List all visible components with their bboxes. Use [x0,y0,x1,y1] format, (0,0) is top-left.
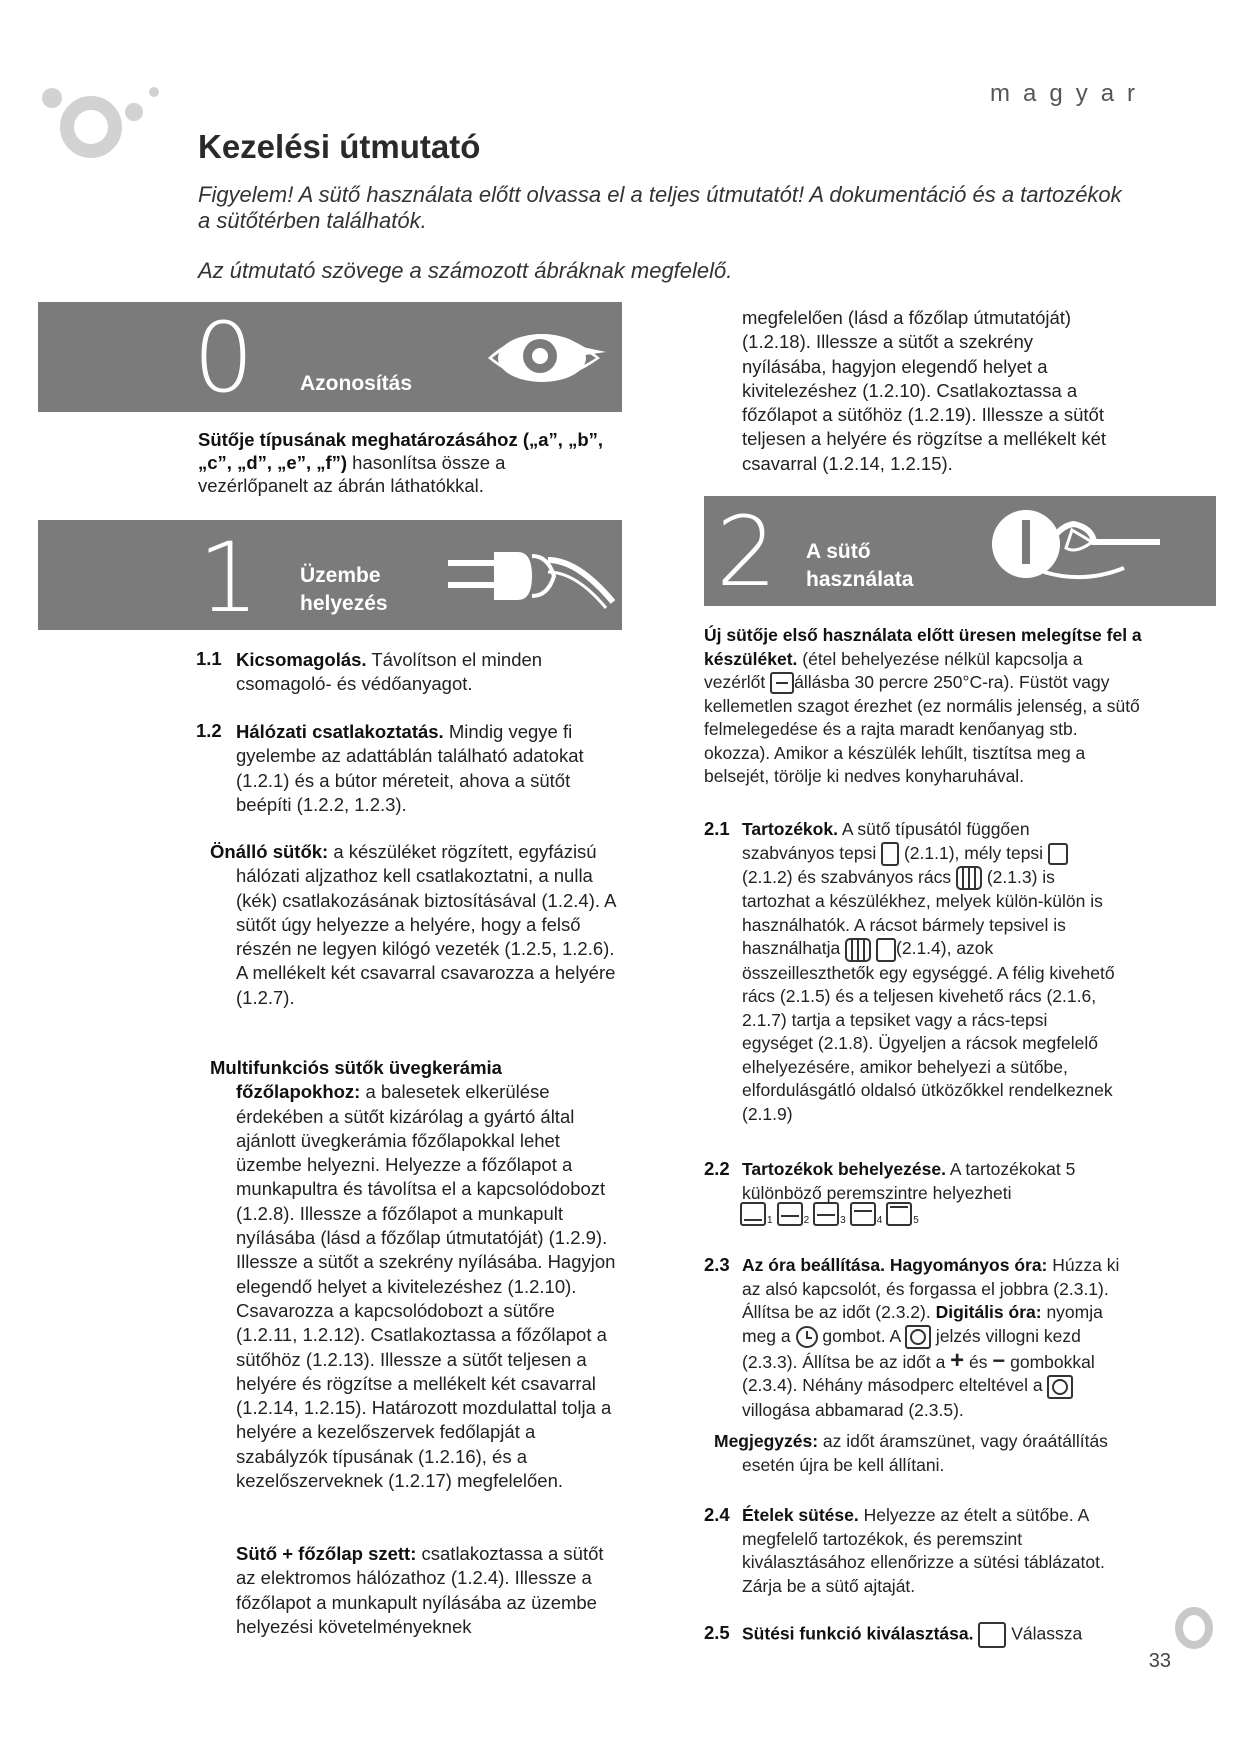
shelf-level-1 [740,1202,773,1226]
language-label: magyar [990,80,1149,107]
shelf-level-5-label: 5 [913,1215,919,1226]
plus-icon: + [950,1346,965,1374]
item-2-3-t5: és [964,1351,993,1372]
section-2-title-line1: A sütő [806,540,871,563]
standalone-ovens-text [210,840,620,1010]
oven-hob-set-body: csatlakoztassa a sütőt az elektromos hálózathoz (1.2.4). Illessze a főzőlapot a munkapult nyílásába az üzembe helyezési követelményeknek [236,1543,604,1637]
item-2-2-number: 2.2 [704,1158,730,1179]
item-2-1-t4: (2.1.3) is tartozhat a készülékhez, melyek külön-külön is használhatók. A rácsot bármely tepsivel is használhatja [742,866,1103,959]
section-1-number: 1 [198,522,260,634]
section-2-number: 2 [716,496,778,608]
oven-hob-set-text [236,1542,620,1639]
first-use-part-a: (étel behelyezése nélkül kapcsolja a vezérlőt [704,648,1083,692]
plug-icon [448,538,618,614]
brand-logo [36,72,166,187]
item-1-1-head: Kicsomagolás. [236,649,367,670]
section-2-title [806,538,913,594]
section-0-text-rest: hasonlítsa össze a vezérlőpanelt az ábrán láthatókkal. [198,452,506,496]
item-2-5-number: 2.5 [704,1622,730,1643]
section-1-title-line1: Üzembe [300,564,381,587]
eye-icon [478,316,613,396]
item-1-1-number: 1.1 [196,648,222,669]
item-2-4-number: 2.4 [704,1504,730,1525]
item-2-1-t2: (2.1.1), mély tepsi [903,842,1048,863]
intro-note: Az útmutató szövege a számozott ábráknak megfelelő. [198,258,733,283]
section-0-title: Azonosítás [300,372,413,395]
oven-hob-set-head: Sütő + főzőlap szett: [236,1543,417,1564]
section-0-banner [38,302,622,412]
page-corner-ring-icon [1174,1606,1214,1650]
item-2-3-number: 2.3 [704,1254,730,1275]
shelf-level-3 [813,1202,846,1226]
shelf-level-4 [850,1202,883,1226]
item-1-2-body: Mindig vegye fi gyelembe az adattáblán található adatokat (1.2.1) és a bútor méreteit, ahova a sütőt beépíti (1.2.2, 1.2.3). [236,721,584,815]
item-2-3-head2: Digitális óra: [935,1302,1042,1322]
item-2-1-t1: A sütő típusától függően szabványos tepsi [742,819,1030,863]
shelf-level-1-icon [740,1202,766,1226]
section-0-text [198,428,618,497]
page-number: 33 [1148,1650,1171,1672]
item-2-2-head: Tartozékok behelyezése. [742,1159,946,1179]
item-2-3-t1: Húzza ki az alsó kapcsolót, és forgassa el jobbra (2.3.1). Állítsa be az időt (2.3.2). [742,1255,1120,1322]
item-1-2-number: 1.2 [196,720,222,741]
shelf-levels [740,1202,919,1226]
item-2-1-head: Tartozékok. [742,819,838,839]
minus-icon: − [992,1347,1006,1373]
clock-indicator-icon [905,1325,931,1349]
item-2-3-t3: gombot. A [817,1325,906,1346]
right-column-continuation: megfelelően (lásd a főzőlap útmutatóját) (1.2.18). Illessze a sütőt a szekrény nyílásába, hagyjon elegendő helyet a kivitelezéshez (1.2.10). Csatlakoztassa a főzőlapot a sütőhöz (1.2.19). Illessze a sütőt teljesen a helyére és rögzítse a mellékelt két csavarral (1.2.14, 1.2.15). [742,307,1107,474]
grid-rack-icon [956,866,982,890]
section-1-title-line2: helyezés [300,592,388,615]
item-2-3-note [714,1430,1114,1477]
item-2-5-text [742,1622,1122,1648]
item-2-3-t4: jelzés villogni kezd (2.3.3). Állítsa be az időt a [742,1325,1081,1372]
section-0-text-bold: Sütője típusának meghatározásához („a”, „b”, „c”, „d”, „e”, „f”) [198,429,604,473]
item-2-2-text [742,1158,1122,1205]
item-1-2-text [236,720,616,817]
item-1-2-head: Hálózati csatlakoztatás. [236,721,444,742]
shelf-level-5 [886,1202,919,1226]
shelf-level-4-label: 4 [876,1215,883,1226]
first-use-part-b: állásba 30 percre 250°C-ra). Füstöt vagy kellemetlen szagot érezhet (ez normális jelenség, a sütő felmelegedése és a rajta maradt kenőanyag stb. okozza). Amikor a készülék lehűlt, tisztítsa meg a belsejét, törölje ki nedves konyharuhával. [704,672,1140,786]
shelf-level-4-icon [850,1202,876,1226]
first-use-text [704,624,1144,789]
shelf-level-3-label: 3 [840,1215,846,1226]
item-2-1-number: 2.1 [704,818,730,839]
function-knob-icon [770,672,794,694]
item-1-1-body: Távolítson el minden csomagoló- és védőanyagot. [236,649,543,695]
item-2-1-t5: (2.1.4), azok összeilleszthetők egy egységgé. A félig kivehető rács (2.1.5) és a teljesen kivehető rács (2.1.6, 2.1.7) tartja a tepsiket vagy a rács-tepsi egységet (2.1.8). Ügyeljen a rácsok megfelelő elhelyezésére, amikor behelyezi a sütőbe, elfordulásgátló oldalsó ütközőkkel rendelkeznek (2.1.9) [742,938,1115,1124]
item-1-1-text [236,648,616,697]
item-2-3-t7: villogása abbamarad (2.3.5). [742,1399,964,1420]
item-2-3-t2: nyomja meg a [742,1302,1103,1346]
item-2-4-body: Helyezze az ételt a sütőbe. A megfelelő tartozékok, és peremszint kiválasztásához ellenőrizze a sütési táblázatot. Zárja be a sütő ajtaját. [742,1505,1105,1596]
section-2-banner [704,496,1216,606]
item-2-4-head: Ételek sütése. [742,1505,859,1525]
section-1-title [300,562,388,618]
item-2-3-t6: gombokkal (2.3.4). Néhány másodperc elteltével a [742,1351,1095,1396]
shelf-level-2-icon [777,1202,803,1226]
multifunction-head: Multifunkciós sütők üvegkerámia főzőlapokhoz: [210,1057,502,1103]
shelf-level-3-icon [813,1202,839,1226]
baking-tray-icon [881,842,899,866]
section-1-banner [38,520,622,634]
first-use-head: Új sütője első használata előtt üresen melegítse fel a készüléket. [704,625,1142,669]
item-2-1-t3: (2.1.2) és szabványos rács [742,866,956,887]
intro-warning: Figyelem! A sütő használata előtt olvassa el a teljes útmutatót! A dokumentáció és a tartozékok a sütőtérben találhatók. [198,182,1122,233]
shelf-level-1-label: 1 [767,1215,773,1226]
shelf-level-5-icon [886,1202,912,1226]
item-2-3-note-head: Megjegyzés: [714,1431,819,1451]
item-2-3-text [742,1254,1122,1422]
item-2-1-text [742,818,1122,1126]
clock-button-icon [796,1326,818,1348]
multifunction-body: a balesetek elkerülése érdekében a sütőt kizárólag a gyártó által ajánlott üvegkerámia főzőlapokkal lehet üzembe helyezni. Helyezze a főzőlapot a munkapultra és távolítsa el a kapcsolódobozt (1.2.8). Illessze a főzőlapot a munkapult nyílásába (lásd a főzőlap útmutatóját) (1.2.9). Illessze a sütőt a szekrény nyílásába. Hagyjon elegendő helyet a kivitelezéshez (1.2.10). Csavarozza a kapcsolódobozt a sütőre (1.2.11, 1.2.12). Csatlakoztassa a főzőlapot a sütőhöz (1.2.13). Illessze a sütőt teljesen a helyére és rögzítse a mellékelt két csavarral (1.2.14, 1.2.15). Határozott mozdulattal tolja a helyére a kezelőszervek fedőlapját a szabályzók típusának (1.2.16), és a kezelőszerveknek (1.2.17) megfelelően. [236,1081,616,1492]
baking-tray-icon-2 [876,938,896,962]
function-selector-icon [978,1622,1006,1648]
multifunction-text [210,1056,620,1493]
item-2-5-head: Sütési funkció kiválasztása. [742,1623,974,1644]
shelf-level-2 [777,1202,810,1226]
clock-indicator-icon-2 [1047,1375,1073,1399]
knob-hand-icon [974,508,1164,598]
page-title: Kezelési útmutató [198,128,481,165]
item-2-3-head: Az óra beállítása. Hagyományos óra: [742,1255,1048,1275]
section-0-number: 0 [193,302,255,414]
item-2-2-body: A tartozékokat 5 különböző peremszintre helyezheti [742,1159,1076,1203]
standalone-ovens-body: a készüléket rögzített, egyfázisú hálózati aljzathoz kell csatlakoztatni, a nulla (kék) csatlakozásának biztosításával (1.2.4). A sütőt úgy helyezze a helyére, hogy a felső részén ne legyen kilógó vezeték (1.2.5, 1.2.6). A mellékelt két csavarral csavarozza a helyére (1.2.7). [236,841,616,1008]
item-2-5-body: Válassza [1006,1623,1083,1644]
grid-rack-icon-2 [845,938,871,962]
shelf-level-2-label: 2 [803,1215,810,1226]
section-2-title-line2: használata [806,568,914,591]
standalone-ovens-head: Önálló sütők: [210,841,329,862]
deep-tray-icon [1048,843,1068,865]
item-2-4-text [742,1504,1122,1598]
item-2-3-note-body: az időt áramszünet, vagy óraátállítás esetén újra be kell állítani. [742,1431,1108,1475]
